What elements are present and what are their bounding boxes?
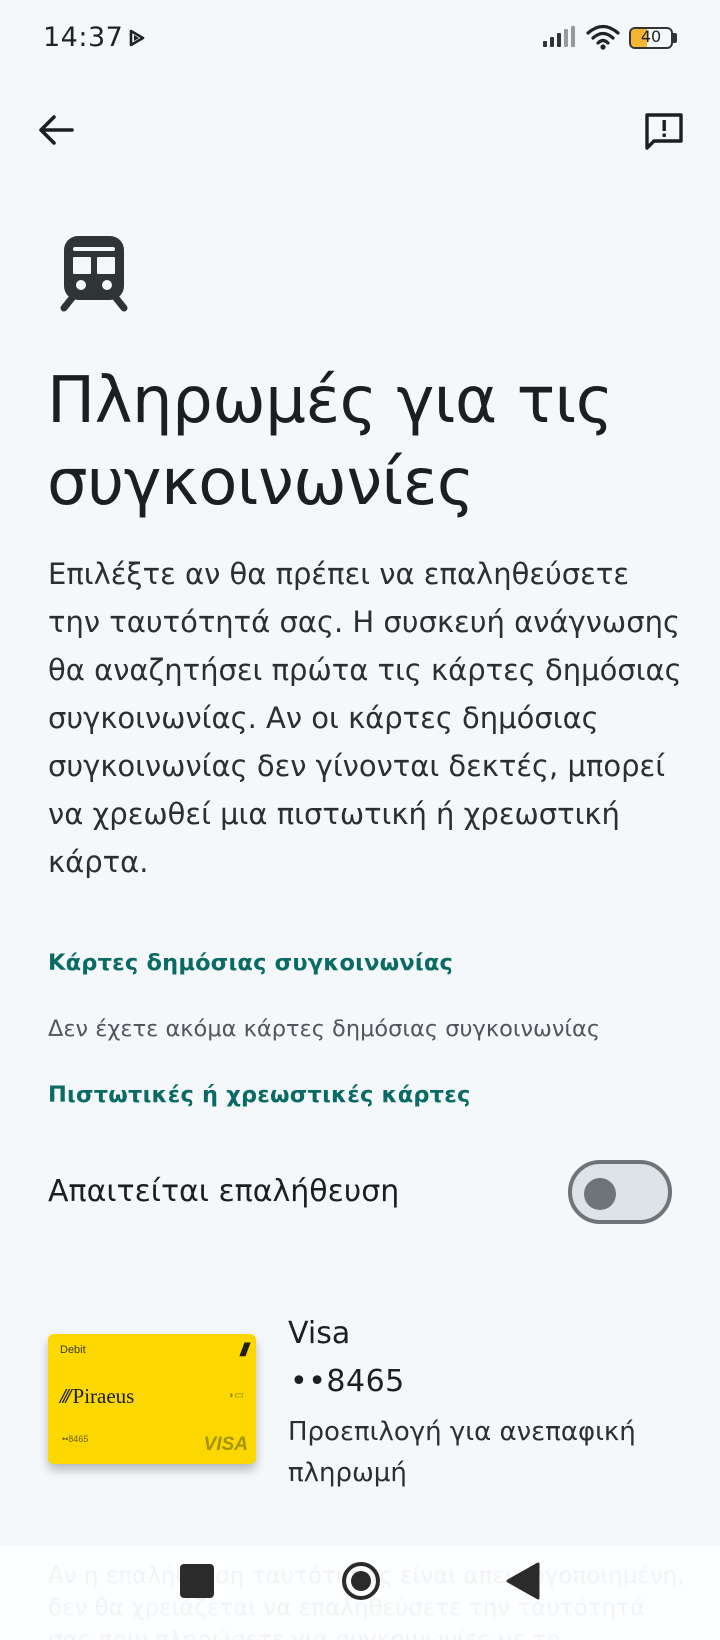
home-icon[interactable] (340, 1560, 382, 1602)
feedback-button[interactable] (636, 104, 692, 160)
toggle-thumb (584, 1178, 616, 1210)
verification-required-label: Απαιτείται επαλήθευση (48, 1174, 400, 1209)
wifi-icon (586, 24, 620, 50)
recents-icon[interactable] (180, 1564, 214, 1598)
page-title: Πληρωμές για τις συγκοινωνίες (47, 364, 613, 520)
card-brand-name: Piraeus (72, 1384, 135, 1408)
verification-required-row[interactable] (0, 1150, 720, 1240)
back-button[interactable] (30, 104, 82, 156)
contactless-icon: ◗▭ (228, 1390, 244, 1401)
credit-debit-cards-header: Πιστωτικές ή χρεωστικές κάρτες (48, 1082, 471, 1108)
feedback-icon (643, 111, 685, 153)
transit-cards-header: Κάρτες δημόσιας συγκοινωνίας (48, 950, 454, 976)
card-type-label: Debit (60, 1344, 86, 1356)
card-brand (60, 1384, 134, 1409)
battery-icon (629, 27, 677, 49)
play-icon (128, 28, 146, 48)
card-number: ••8465 (290, 1364, 405, 1399)
navigation-bar (0, 1546, 720, 1640)
card-name: Visa (288, 1316, 351, 1351)
status-bar (0, 0, 720, 80)
verification-toggle[interactable] (568, 1160, 672, 1224)
status-time: 14:37 (43, 22, 124, 53)
battery-tip (673, 33, 677, 43)
card-brand-mark: /// (239, 1340, 246, 1360)
card-number-small: ••8465 (62, 1434, 89, 1444)
card-brand-slashes: /// (60, 1384, 69, 1408)
visa-logo: VISA (203, 1434, 248, 1455)
arrow-back-icon (38, 114, 74, 146)
page-description: Επιλέξτε αν θα πρέπει να επαληθεύσετε την ταυτότητά σας. Η συσκευή ανάγνωσης θα αναζητήσει πρώτα τις κάρτες δημόσιας συγκοινωνίας. Αν οι κάρτες δημόσιας συγκοινωνίας δεν γίνονται δεκτές, μπορεί να χρεωθεί μια πιστωτική ή χρεωστική κάρτα. (48, 557, 682, 879)
card-image (48, 1334, 256, 1464)
back-triangle-icon[interactable] (505, 1562, 541, 1600)
train-icon (60, 232, 132, 312)
no-transit-cards-text: Δεν έχετε ακόμα κάρτες δημόσιας συγκοινωνίας (48, 1016, 601, 1042)
payment-card-item[interactable] (0, 1300, 720, 1490)
battery-level: 40 (640, 27, 662, 46)
card-default-text: Προεπιλογή για ανεπαφική πληρωμή (288, 1417, 636, 1488)
signal-icon (543, 26, 575, 48)
